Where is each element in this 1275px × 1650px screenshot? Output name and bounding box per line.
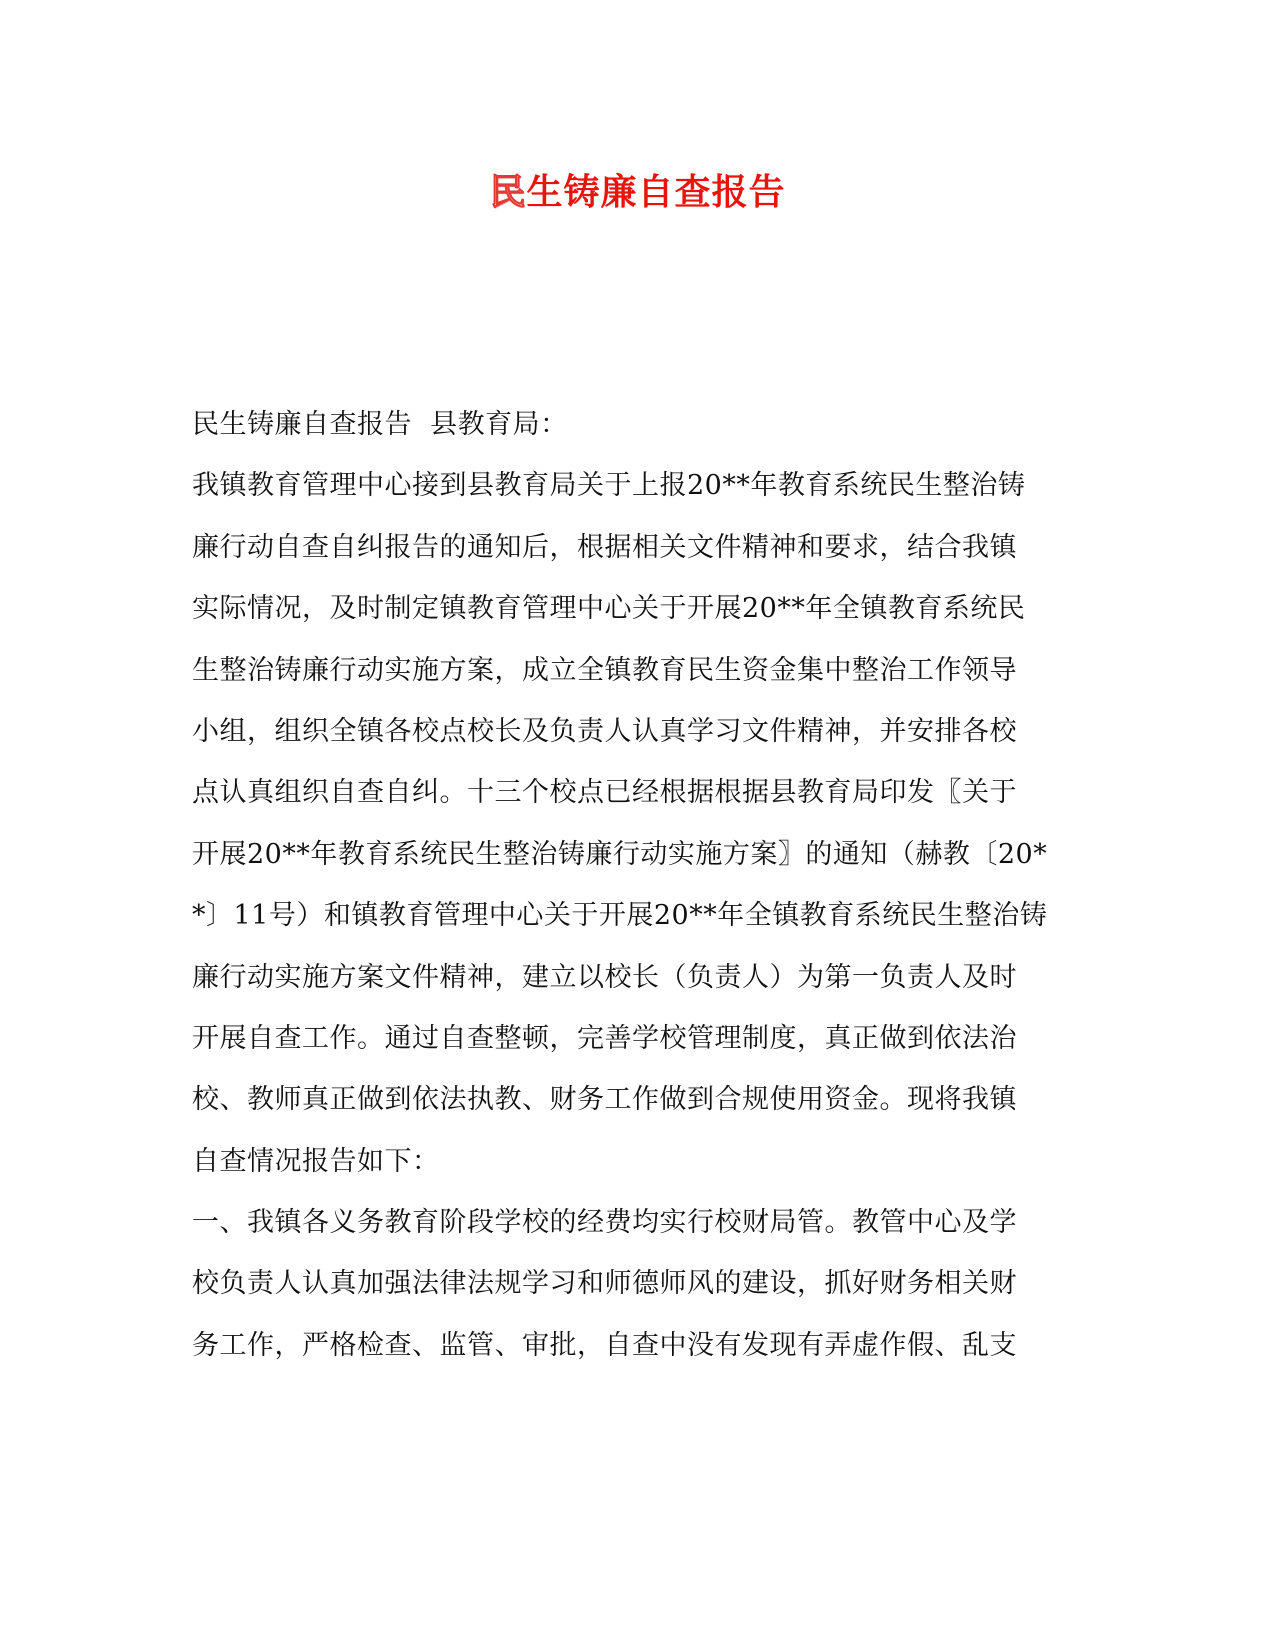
body-line: 小组，组织全镇各校点校长及负责人认真学习文件精神，并安排各校 xyxy=(192,715,1017,747)
body-line: 自查情况报告如下： xyxy=(192,1145,440,1177)
body-line: 民生铸廉自查报告 县教育局： xyxy=(192,409,568,440)
body-line: 廉行动自查自纠报告的通知后，根据相关文件精神和要求，结合我镇 xyxy=(192,531,1017,563)
body-line: 我镇教育管理中心接到县教育局关于上报20**年教育系统民生整治铸 xyxy=(192,470,1026,502)
body-line: 廉行动实施方案文件精神，建立以校长（负责人）为第一负责人及时 xyxy=(192,961,1017,993)
body-line: 校负责人认真加强法律法规学习和师德师风的建设，抓好财务相关财 xyxy=(192,1268,1017,1300)
title-rest: 生铸廉自查报告 xyxy=(526,171,786,213)
body-line: 生整治铸廉行动实施方案，成立全镇教育民生资金集中整治工作领导 xyxy=(192,654,1017,686)
title-first-char: 民 xyxy=(489,171,527,213)
body-line: 校、教师真正做到依法执教、财务工作做到合规使用资金。现将我镇 xyxy=(192,1084,1017,1116)
document-title xyxy=(0,170,1275,214)
document-body xyxy=(192,405,1072,1387)
body-line: 点认真组织自查自纠。十三个校点已经根据根据县教育局印发〖关于 xyxy=(192,777,1017,809)
body-line: 实际情况，及时制定镇教育管理中心关于开展20**年全镇教育系统民 xyxy=(192,593,1026,625)
body-line: 开展自查工作。通过自查整顿，完善学校管理制度，真正做到依法治 xyxy=(192,1022,1017,1054)
body-line: *〕11号）和镇教育管理中心关于开展20**年全镇教育系统民生整治铸 xyxy=(192,900,1048,932)
body-line: 一、我镇各义务教育阶段学校的经费均实行校财局管。教管中心及学 xyxy=(192,1207,1017,1239)
body-line: 务工作，严格检查、监管、审批，自查中没有发现有弄虚作假、乱支 xyxy=(192,1329,1017,1361)
body-line: 开展20**年教育系统民生整治铸廉行动实施方案〗的通知（赫教〔20* xyxy=(192,838,1048,870)
